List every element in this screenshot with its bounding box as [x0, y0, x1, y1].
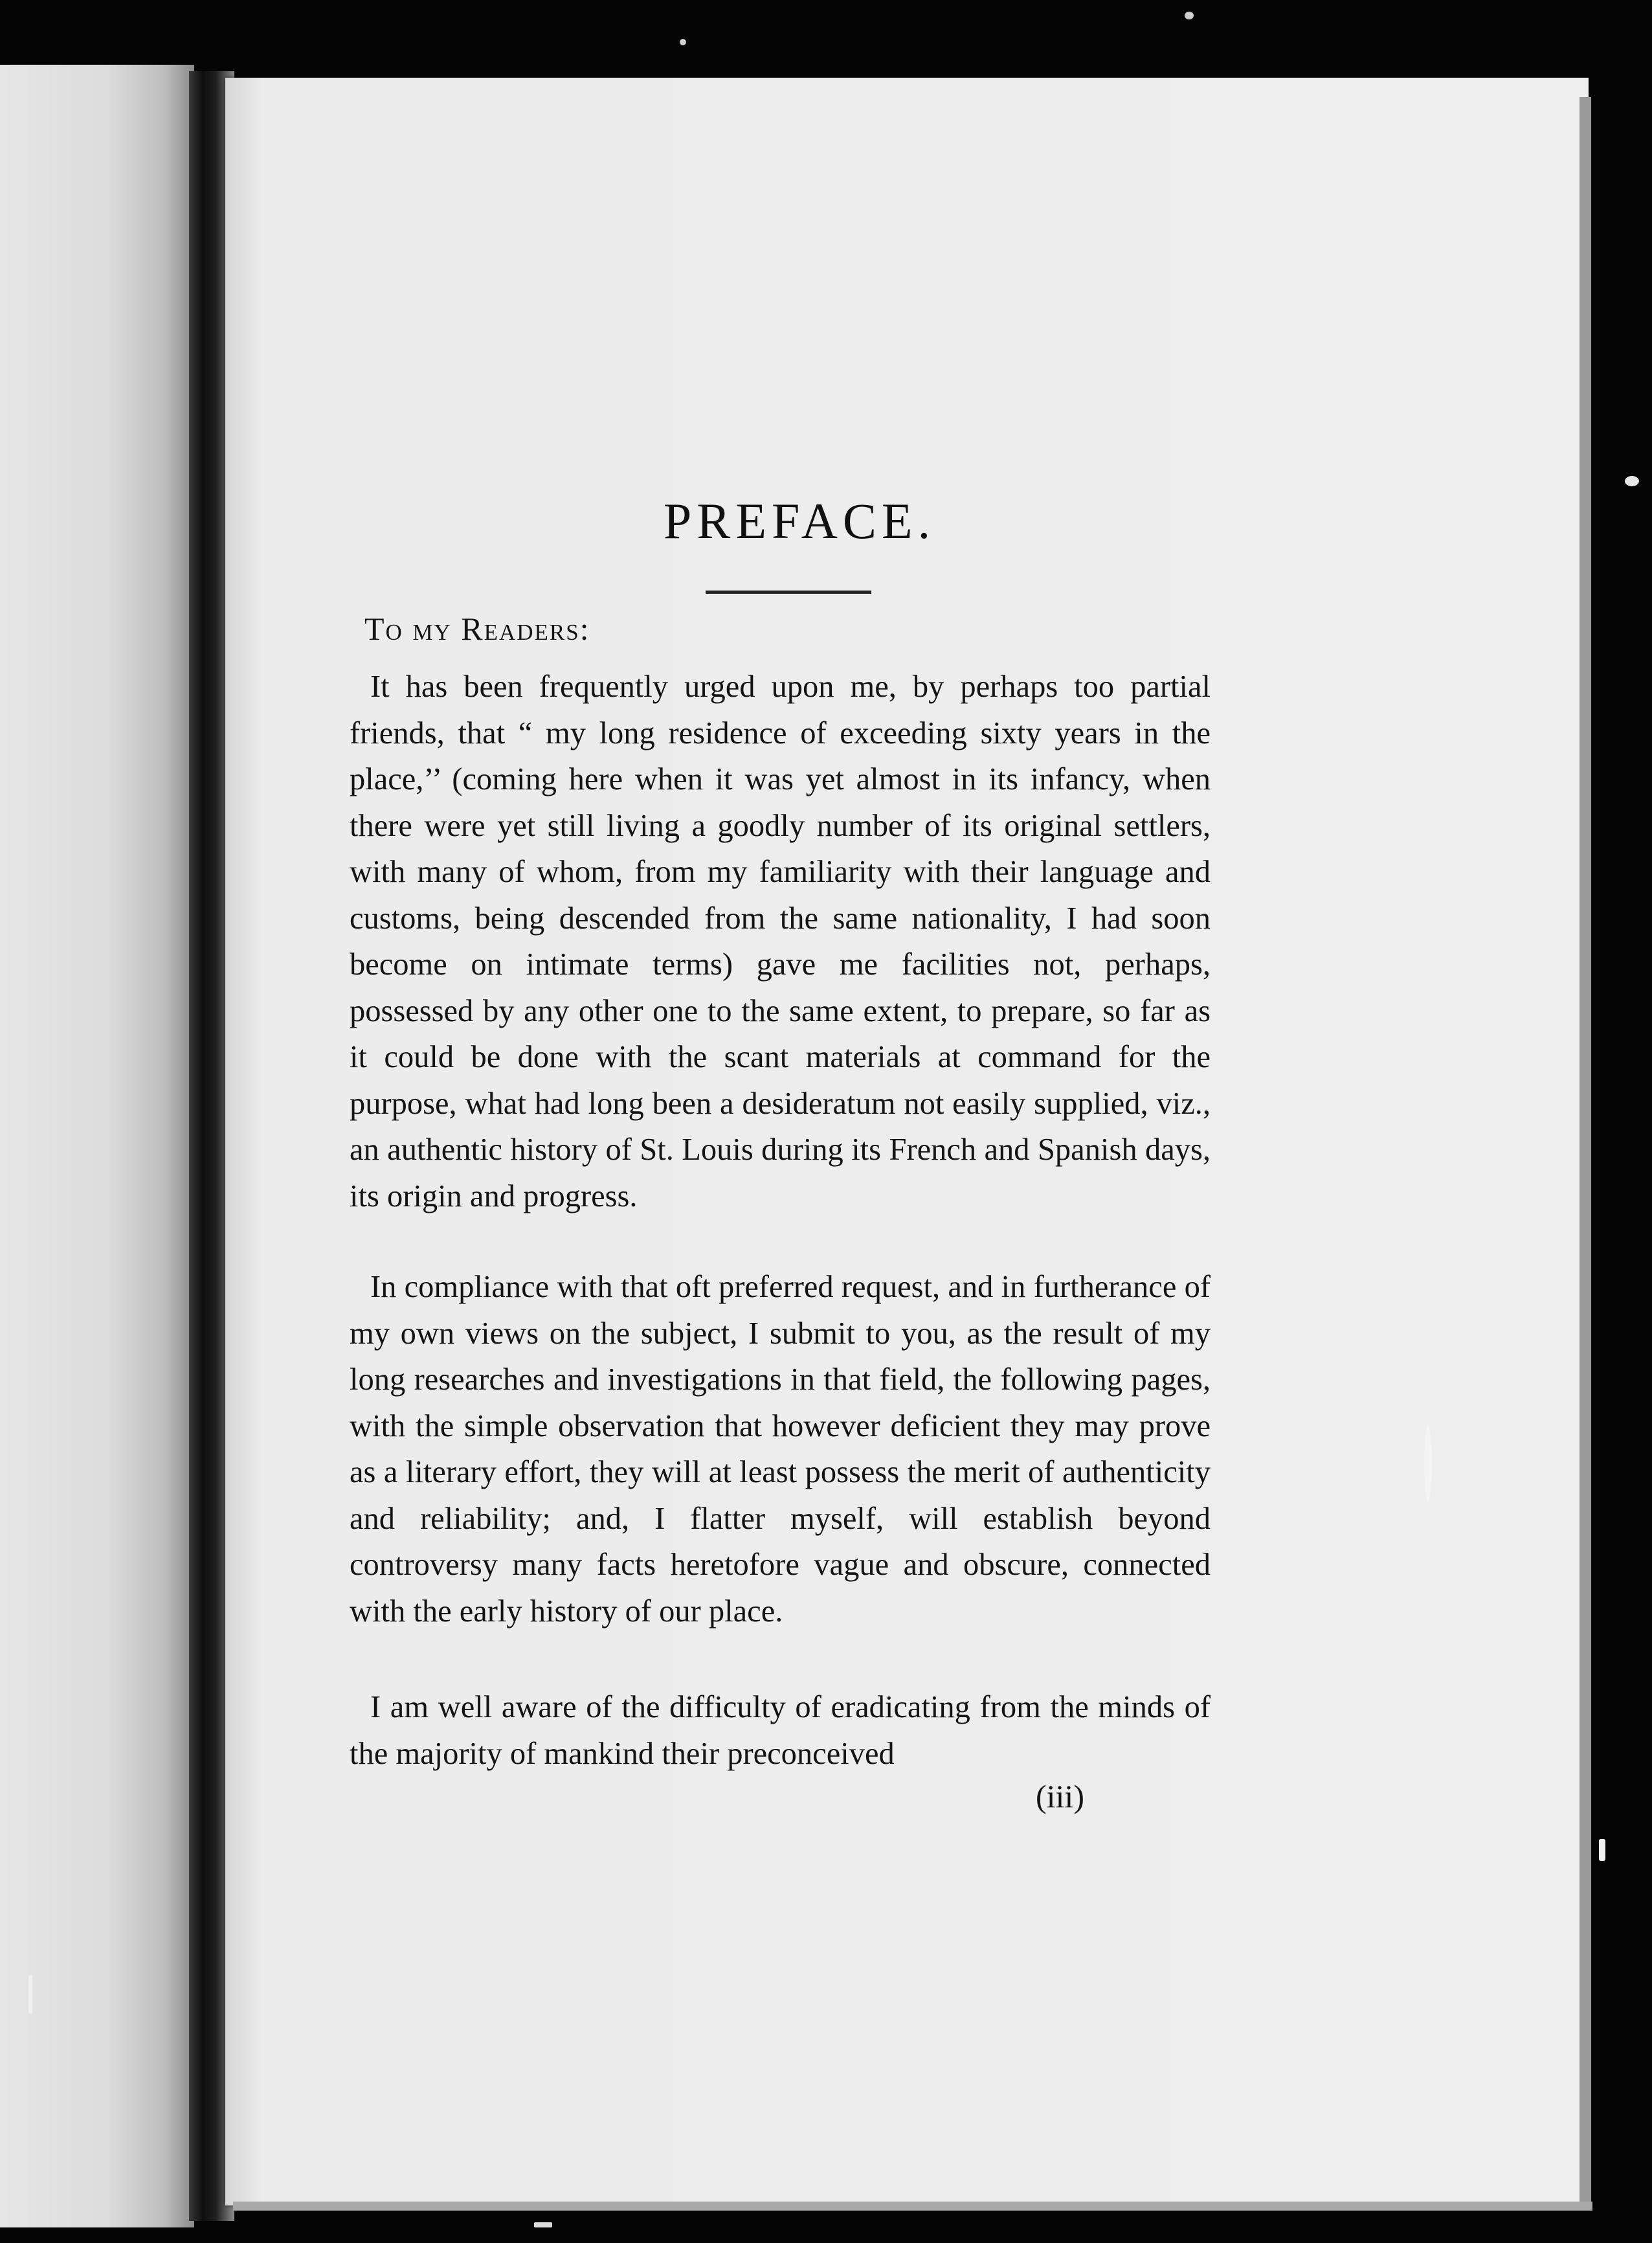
page-title: PREFACE.	[663, 493, 936, 549]
page-number: (iii)	[1036, 1778, 1084, 1814]
scan-speck	[1424, 1425, 1432, 1502]
page-right-edge	[1579, 97, 1591, 2202]
scan-speck	[28, 1975, 32, 2014]
scan-speck	[1185, 12, 1194, 19]
left-facing-page	[0, 65, 194, 2227]
scan-speck	[1625, 476, 1639, 486]
paragraph-1: It has been frequently urged upon me, by perhaps too partial friends, that “ my long residence of exceeding sixty years in the place,’’ (coming here when it was yet almost in its infancy, when there were yet still living a goodly number of its original settlers, with many of whom, from my familiarity with their language and customs, being descended from the same nationality, I had soon become on intimate terms) gave me facilities not, perhaps, possessed by any other one to the same extent, to prepare, so far as it could be done with the scant materials at command for the purpose, what had long been a desideratum not easily supplied, viz., an authentic history of St. Louis during its French and Spanish days, its origin and progress.	[350, 670, 1211, 1213]
paragraph-3: I am well aware of the difficulty of eradicating from the minds of the majority of mankind their preconceived	[350, 1690, 1211, 1771]
page-bottom-edge	[233, 2202, 1592, 2211]
salutation: To my Readers:	[364, 611, 590, 647]
title-rule	[706, 591, 871, 594]
scan-speck	[680, 39, 686, 45]
scan-speck	[534, 2222, 552, 2227]
scan-speck	[1599, 1839, 1605, 1861]
paragraph-2: In compliance with that oft preferred request, and in furtherance of my own views on the subject, I submit to you, as the result of my long researches and investigations in that field, the following pages, with the simple observation that however deficient they may prove as a literary effort, they will at least possess the merit of authenticity and reliability; and, I flatter myself, will establish beyond controversy many facts heretofore vague and obscure, connected with the early history of our place.	[350, 1270, 1211, 1629]
